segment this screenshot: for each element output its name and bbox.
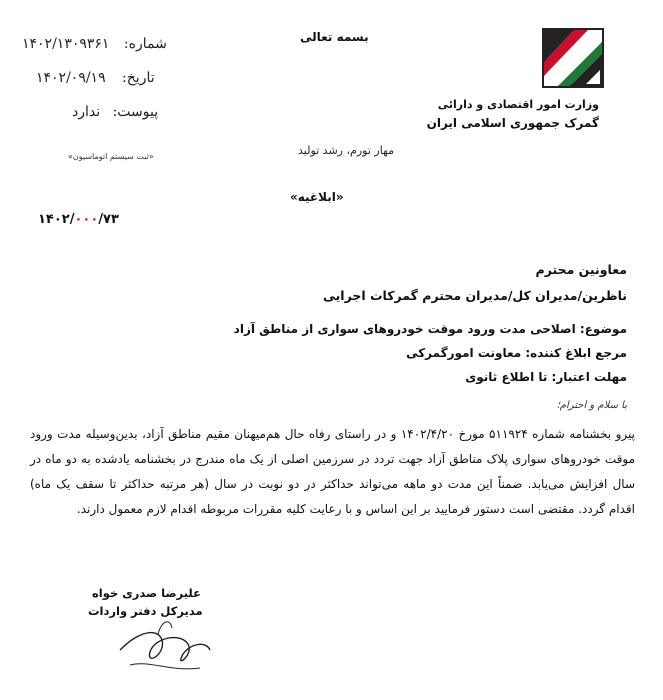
number-value: ۱۴۰۲/۱۳۰۹۳۶۱ [22, 36, 110, 52]
signatory-name: علیرضا صدری خواه [92, 586, 201, 600]
date-label: تاریخ: [122, 70, 155, 86]
letter-number [22, 36, 167, 52]
body-paragraph: پیرو بخشنامه شماره ۵۱۱۹۲۴ مورخ ۱۴۰۲/۴/۲۰ و در راستای رفاه حال هم‌میهنان مقیم مناطق آزاد، بدین‌وسیله مدت ورود موقت خودروهای سواری پلاک مناطق آزاد جهت تردد در سرزمین اصلی از یک ماه مندرج در بخشنامه یادشده به دو ماه در سال افزایش می‌یابد. ضمناً این مدت دو ماهه می‌تواند حداکثر در دو نوبت در سال (هر مرتبه حداکثر تا سقف یک ماه) اقدام گردد. مقتضی است دستور فرمایید بر این اساس و با رعایت کلیه مقررات مربوطه اقدام لازم معمول دارند. [30, 427, 636, 516]
motto: مهار تورم، رشد تولید [298, 144, 395, 157]
attachment-label: پیوست: [112, 104, 159, 120]
notice-title: «ابلاغیه» [290, 190, 344, 204]
customs-logo [540, 28, 606, 88]
notice-code-suffix: /۷۳ [98, 212, 119, 227]
validity-line: مهلت اعتبار: تا اطلاع ثانوی [465, 370, 627, 384]
signatory-title: مدیرکل دفتر واردات [88, 604, 203, 618]
notice-code-prefix: ۱۴۰۲/ [38, 212, 75, 227]
customs-logo-icon [540, 28, 606, 88]
authority-line: مرجع ابلاغ کننده: معاونت امورگمرکی [406, 346, 627, 360]
ministry-name: وزارت امور اقتصادی و دارائی [437, 98, 599, 111]
notice-code-middle: ۰۰۰ [74, 212, 99, 227]
date-value: ۱۴۰۲/۰۹/۱۹ [36, 70, 106, 86]
recipient-line-1: معاونین محترم [535, 262, 627, 277]
attachment-value: ندارد [72, 104, 101, 120]
invocation: بسمه تعالی [300, 30, 369, 44]
letter-date [36, 70, 155, 86]
customs-name: گمرک جمهوری اسلامی ایران [426, 116, 599, 130]
system-note: «ثبت سیستم اتوماسیون» [68, 152, 154, 161]
greeting: با سلام و احترام؛ [556, 400, 627, 411]
handwritten-signature-icon [110, 610, 220, 680]
letter-attachment [72, 104, 158, 120]
recipient-line-2: ناظرین/مدیران کل/مدیران محترم گمرکات اجرایی [322, 288, 627, 303]
number-label: شماره: [123, 36, 167, 52]
notice-code [38, 212, 119, 227]
subject-line: موضوع: اصلاحی مدت ورود موقت خودروهای سواری از مناطق آزاد [233, 322, 627, 336]
